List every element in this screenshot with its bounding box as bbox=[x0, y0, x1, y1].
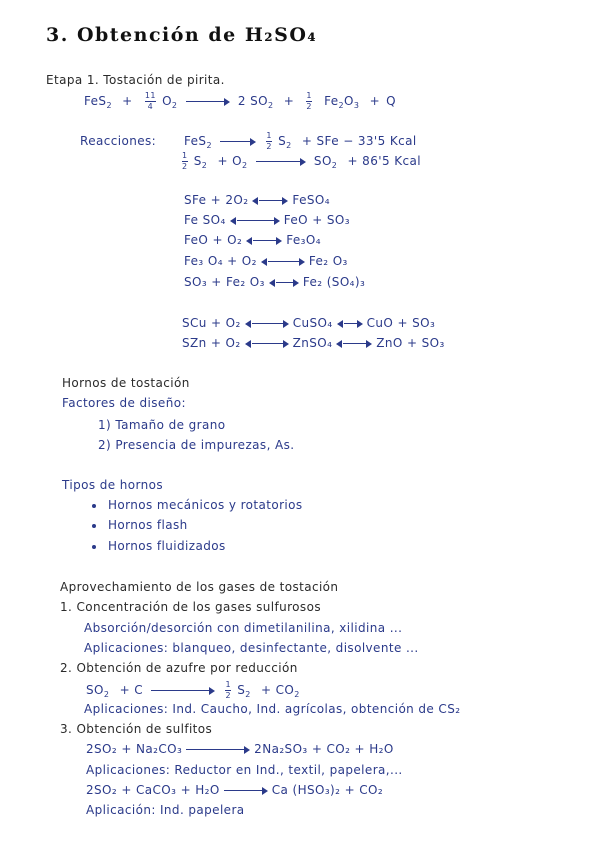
gases-section-2-applications: Aplicaciones: Ind. Caucho, Ind. agrícolas, obtención de CS₂ bbox=[84, 702, 461, 716]
equilibrium-row: SZn + O₂ ZnSO₄ ZnO + SO₃ bbox=[182, 336, 445, 350]
reaction-arrow-icon bbox=[256, 158, 306, 166]
design-factor-item: 1) Tamaño de grano bbox=[98, 418, 226, 432]
bullet-icon bbox=[92, 504, 96, 508]
reaction-arrow-icon bbox=[186, 746, 250, 754]
oven-type-item: Hornos fluidizados bbox=[92, 539, 226, 553]
design-factor-item: 2) Presencia de impurezas, As. bbox=[98, 438, 295, 452]
ovens-heading: Hornos de tostación bbox=[62, 376, 190, 390]
equilibrium-arrow-icon bbox=[261, 258, 305, 266]
reaction-arrow-icon bbox=[151, 687, 215, 695]
reaction-arrow-icon bbox=[224, 787, 268, 795]
oven-type-item: Hornos mecánicos y rotatorios bbox=[92, 498, 303, 512]
sulfur-reduction-equation: $SO_2 + C \frac{1}{2} S_2 + CO_2$ bbox=[86, 680, 300, 700]
stage-heading: Etapa 1. Tostación de pirita. bbox=[46, 73, 225, 87]
reaction-arrow-icon bbox=[220, 138, 256, 146]
oven-type-item: Hornos flash bbox=[92, 518, 188, 532]
equilibrium-row: SO₃ + Fe₂ O₃ Fe₂ (SO₄)₃ bbox=[184, 275, 366, 289]
sulfite-equation-2: 2SO₂ + CaCO₃ + H₂O Ca (HSO₃)₂ + CO₂ bbox=[86, 783, 384, 797]
page-title: 3. Obtención de H₂SO₄ bbox=[46, 24, 318, 46]
equilibrium-row: Fe₃ O₄ + O₂ Fe₂ O₃ bbox=[184, 254, 348, 268]
sulfite-applications-1: Aplicaciones: Reductor en Ind., textil, papelera,... bbox=[86, 763, 403, 777]
equilibrium-arrow-icon bbox=[337, 320, 363, 328]
sulfite-applications-2: Aplicación: Ind. papelera bbox=[86, 803, 245, 817]
gases-section-1-applications: Aplicaciones: blanqueo, desinfectante, disolvente ... bbox=[84, 641, 419, 655]
equilibrium-row: FeO + O₂ Fe₃O₄ bbox=[184, 233, 321, 247]
gases-heading: Aprovechamiento de los gases de tostación bbox=[60, 580, 339, 594]
equilibrium-arrow-icon bbox=[246, 237, 282, 245]
reaction-1: $FeS_2 \frac{1}{2} S_2$ + SFe − 33'5 Kcal bbox=[184, 131, 417, 151]
equilibrium-arrow-icon bbox=[252, 197, 288, 205]
overall-equation: $FeS_2 + \frac{11}{4} O_2$ 2 $SO_2 + \frac{1}{2} Fe_2O_3 + Q$ bbox=[84, 91, 396, 111]
bullet-icon bbox=[92, 524, 96, 528]
gases-section-1-title: 1. Concentración de los gases sulfurosos bbox=[60, 600, 321, 614]
reaction-2: $\frac{1}{2} S_2 + O_2$ $SO_2 + 86'5$ Kcal bbox=[182, 151, 421, 171]
gases-section-2-title: 2. Obtención de azufre por reducción bbox=[60, 661, 298, 675]
reaction-arrow-icon bbox=[186, 98, 230, 106]
equilibrium-row: Fe SO₄ FeO + SO₃ bbox=[184, 213, 350, 227]
gases-section-3-title: 3. Obtención de sulfitos bbox=[60, 722, 213, 736]
equilibrium-arrow-icon bbox=[245, 320, 289, 328]
reactions-label: Reacciones: bbox=[80, 134, 157, 148]
equilibrium-row: SCu + O₂ CuSO₄ CuO + SO₃ bbox=[182, 316, 436, 330]
bullet-icon bbox=[92, 545, 96, 549]
equilibrium-arrow-icon bbox=[245, 340, 289, 348]
oven-types-heading: Tipos de hornos bbox=[62, 478, 164, 492]
equilibrium-row: SFe + 2O₂ FeSO₄ bbox=[184, 193, 330, 207]
equilibrium-arrow-icon bbox=[336, 340, 372, 348]
sulfite-equation-1: 2SO₂ + Na₂CO₃ 2Na₂SO₃ + CO₂ + H₂O bbox=[86, 742, 394, 756]
equilibrium-arrow-icon bbox=[230, 217, 280, 225]
equilibrium-arrow-icon bbox=[269, 279, 299, 287]
gases-section-1-line: Absorción/desorción con dimetilanilina, xilidina ... bbox=[84, 621, 403, 635]
design-factors-label: Factores de diseño: bbox=[62, 396, 186, 410]
